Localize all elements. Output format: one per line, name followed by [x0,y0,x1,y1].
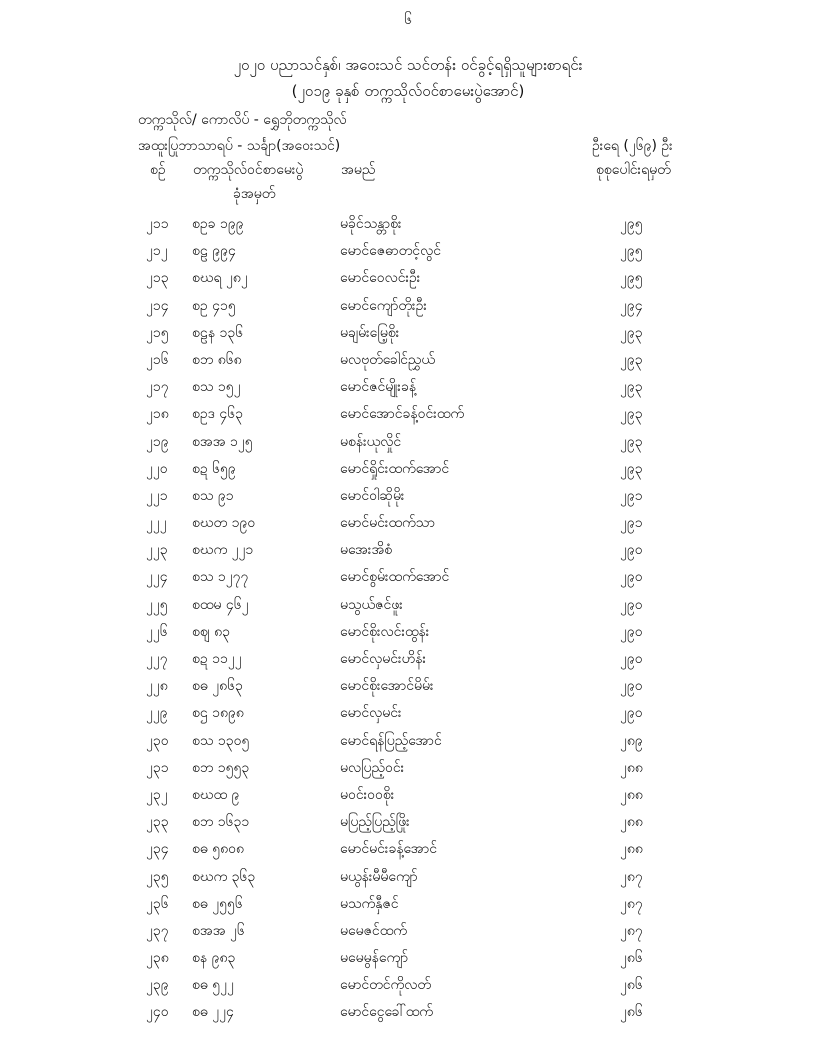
total-marks-cell: ၂၈၈ [620,786,643,803]
total-marks-cell: ၂၈၆ [620,977,643,994]
total-marks-cell: ၂၉၅ [620,216,643,232]
name-cell: မောင်ဝေလင်းဦး [340,270,421,287]
total-marks-cell: ၂၈၆ [620,1004,643,1021]
total-marks-cell: ၂၈၈ [620,759,643,776]
roll-number-cell: စဥဒ ၄၆၃ [192,406,244,423]
document-subtitle: (၂၀၁၉ ခုနှစ် တက္ကသိုလ်ဝင်စာမေးပွဲအောင်) [291,82,525,100]
name-cell: မောင်စိုးအောင်မိမ်း [340,678,434,695]
total-count-line: ဦးရေ (၂၆၉) ဦး [592,138,673,154]
table-row [0,919,816,946]
name-cell: မယွန်းမီမီကျော် [340,868,418,885]
serial-no-cell: ၂၁၇ [146,379,169,396]
serial-no-cell: ၂၃၄ [146,841,169,858]
table-row [0,538,816,565]
table-row [0,946,816,973]
serial-no-cell: ၂၂၀ [146,460,168,477]
serial-no-cell: ၂၂၉ [146,705,168,722]
table-row [0,430,816,457]
total-marks-cell: ၂၈၇ [620,922,643,939]
roll-number-cell: စဍ ၁၁၂၂ [192,651,242,667]
total-marks-cell: ၂၉၀ [620,542,643,559]
roll-number-cell: စဌ ၁၈၉၈ [192,705,244,722]
name-cell: မောင်ကျော်တိုးဦး [340,297,427,314]
table-row [0,457,816,484]
table-row [0,375,816,402]
name-cell: မောင်တင်ကိုလတ် [340,977,431,994]
table-row [0,239,816,266]
name-cell: မောင်လှမင်း [340,705,402,722]
header-name: အမည် [341,162,376,178]
name-cell: မောင်လှမင်းဟိန်း [340,651,427,667]
table-row [0,484,816,511]
table-row [0,973,816,1000]
name-cell: မောင်စွမ်းထက်အောင် [340,569,450,586]
name-cell: မအေးအိစံ [340,542,393,559]
serial-no-cell: ၂၂၇ [146,651,168,667]
name-cell: မောင်ရှိုင်းထက်အောင် [340,460,450,477]
name-cell: မောင်အောင်ခန့်ဝင်းထက် [340,406,465,423]
total-marks-cell: ၂၉၅ [620,243,643,260]
university-line: တက္ကသိုလ်/ ကောလိပ် - ရွှေဘိုတက္ကသိုလ် [138,112,347,128]
total-marks-cell: ၂၉၀ [620,569,643,586]
serial-no-cell: ၂၁၁ [146,216,169,232]
total-marks-cell: ၂၉၃ [620,324,643,341]
roll-number-cell: စဥခ ၁၉၉ [192,216,244,232]
serial-no-cell: ၂၁၆ [146,351,169,368]
roll-number-cell: စအအ ၂၆ [192,922,245,939]
roll-number-cell: စဃက ၂၂၁ [192,542,254,559]
name-cell: မပြည့်ပြည့်ဖြိုး [340,814,410,831]
name-cell: မောင်ဇင်မျိုးခန့် [340,379,417,396]
table-row [0,321,816,348]
serial-no-cell: ၂၁၂ [146,243,168,260]
name-cell: မောင်စိုးလင်းထွန်း [340,623,430,640]
table-row [0,402,816,429]
roll-number-cell: စဠ ၉၉၄ [192,243,236,260]
table-row [0,837,816,864]
roll-number-cell: စဘ ၈၆၈ [192,351,242,368]
roll-number-cell: စဓ ၂၅၅၆ [192,895,243,912]
name-cell: မောင်ဇေဓာတင့်လွင် [340,243,441,260]
serial-no-cell: ၂၃၉ [146,977,169,994]
results-table [0,212,816,1028]
roll-number-cell: စဃထ ၉ [192,786,240,803]
total-marks-cell: ၂၈၉ [620,732,643,749]
serial-no-cell: ၂၃၆ [146,895,169,912]
total-marks-cell: ၂၉၀ [620,705,643,722]
total-marks-cell: ၂၈၇ [620,868,643,885]
serial-no-cell: ၂၃၂ [146,786,168,803]
table-row [0,783,816,810]
total-marks-cell: ၂၉၅ [620,270,643,287]
total-marks-cell: ၂၉၃ [620,460,643,477]
total-marks-cell: ၂၉၃ [620,379,643,396]
total-marks-cell: ၂၈၇ [620,895,643,912]
serial-no-cell: ၂၄၀ [146,1004,169,1021]
roll-number-cell: စဈ ၈၃ [192,623,231,640]
name-cell: မဝင်းဝဝစိုး [340,786,395,803]
table-row [0,266,816,293]
serial-no-cell: ၂၂၅ [146,596,168,613]
table-row [0,865,816,892]
serial-no-cell: ၂၁၄ [146,297,169,314]
roll-number-cell: စသ ၉၁ [192,487,234,504]
total-marks-cell: ၂၈၈ [620,814,643,831]
page-number: ၆ [404,12,412,28]
roll-number-cell: စဃက ၃၆၃ [192,868,256,885]
roll-number-cell: စသ ၁၅၂ [192,379,241,396]
name-cell: မောင်ငွေခေါ်ထက် [340,1004,433,1021]
table-row [0,674,816,701]
roll-number-cell: စဓ ၅၂၂ [192,977,234,994]
total-marks-cell: ၂၉၁ [620,487,643,504]
table-row [0,756,816,783]
total-marks-cell: ၂၉၀ [620,678,643,695]
roll-number-cell: စဃရ ၂၈၂ [192,270,248,287]
table-row [0,212,816,239]
table-row [0,565,816,592]
table-row [0,511,816,538]
total-marks-cell: ၂၈၆ [620,950,643,967]
serial-no-cell: ၂၁၉ [146,433,169,450]
name-cell: မောင်မင်းခန့်အောင် [340,841,437,858]
roll-number-cell: စဠန ၁၃၆ [192,324,244,341]
serial-no-cell: ၂၃၀ [146,732,169,749]
roll-number-cell: စအအ ၁၂၅ [192,433,253,450]
name-cell: မောင်ရန်ပြည့်အောင် [340,732,442,749]
serial-no-cell: ၂၂၂ [146,515,167,532]
serial-no-cell: ၂၃၇ [146,922,169,939]
roll-number-cell: စသ ၁၂၇၇ [192,569,249,586]
roll-number-cell: စထမ ၄၆၂ [192,596,249,613]
roll-number-cell: စဃတ ၁၉၀ [192,515,256,532]
table-row [0,348,816,375]
serial-no-cell: ၂၃၈ [146,950,169,967]
name-cell: မလဗုတ်ခေါင်ညွှယ် [340,351,435,368]
serial-no-cell: ၂၃၃ [146,814,169,831]
serial-no-cell: ၂၃၅ [146,868,169,885]
total-marks-cell: ၂၉၀ [620,651,643,667]
roll-number-cell: စဘ ၁၅၅၃ [192,759,250,776]
major-line: အထူးပြုဘာသာရပ် - သင်္ချာ(အဝေးသင်) [138,138,341,154]
serial-no-cell: ၂၂၈ [146,678,168,695]
table-row [0,620,816,647]
table-row [0,810,816,837]
total-marks-cell: ၂၉၄ [620,297,643,314]
roll-number-cell: စဓ ၅၈၀၈ [192,841,244,858]
total-marks-cell: ၂၉၀ [620,596,643,613]
total-marks-cell: ၂၉၁ [620,515,643,532]
roll-number-cell: စဓ ၂၈၆၃ [192,678,243,695]
header-total-marks: စုစုပေါင်းရမှတ် [596,162,671,178]
table-row [0,701,816,728]
total-marks-cell: ၂၈၈ [620,841,643,858]
table-row [0,647,816,674]
serial-no-cell: ၂၂၆ [146,623,168,640]
serial-no-cell: ၂၂၄ [146,569,168,586]
table-row [0,1000,816,1027]
serial-no-cell: ၂၁၈ [146,406,169,423]
name-cell: မလပြည့်ဝင်း [340,759,405,776]
name-cell: မမေဇင်ထက် [340,922,407,939]
roll-number-cell: စန ၉၈၃ [192,950,236,967]
header-roll-number-line2: ခုံအမှတ် [233,186,276,202]
serial-no-cell: ၂၁၅ [146,324,169,341]
serial-no-cell: ၂၂၃ [146,542,168,559]
table-row [0,729,816,756]
name-cell: မချမ်းမြေ့စိုး [340,324,400,341]
roll-number-cell: စသ ၁၃၀၅ [192,732,250,749]
name-cell: မောင်မင်းထက်သာ [340,515,435,532]
serial-no-cell: ၂၃၁ [146,759,169,776]
total-marks-cell: ၂၉၃ [620,433,643,450]
roll-number-cell: စဍ ၆၅၉ [192,460,236,477]
name-cell: မသွယ်ဇင်ဖူး [340,596,403,613]
name-cell: မမေမွန်ကျော် [340,950,409,967]
roll-number-cell: စဘ ၁၆၃၁ [192,814,250,831]
header-roll-number: တက္ကသိုလ်ဝင်စာမေးပွဲ [193,162,304,178]
roll-number-cell: စဓ ၂၂၄ [192,1004,234,1021]
roll-number-cell: စဥ ၄၁၅ [192,297,236,314]
table-row [0,892,816,919]
serial-no-cell: ၂၁၃ [146,270,169,287]
header-serial-no: စဉ် [150,162,166,178]
total-marks-cell: ၂၉၀ [620,623,643,640]
name-cell: မသက်နှီဇင် [340,895,399,912]
serial-no-cell: ၂၂၁ [146,487,168,504]
name-cell: မောင်ဝါဆိုမိုး [340,487,405,504]
total-marks-cell: ၂၉၃ [620,406,643,423]
document-title: ၂၀၂၀ ပညာသင်နှစ်၊ အဝေးသင် သင်တန်း ဝင်ခွင့်ရရှိသူများစာရင်း [233,56,583,74]
table-row [0,294,816,321]
total-marks-cell: ၂၉၃ [620,351,643,368]
name-cell: မစန်းယုလှိုင် [340,433,402,450]
name-cell: မခိုင်သန္တာစိုး [340,216,402,232]
table-row [0,593,816,620]
